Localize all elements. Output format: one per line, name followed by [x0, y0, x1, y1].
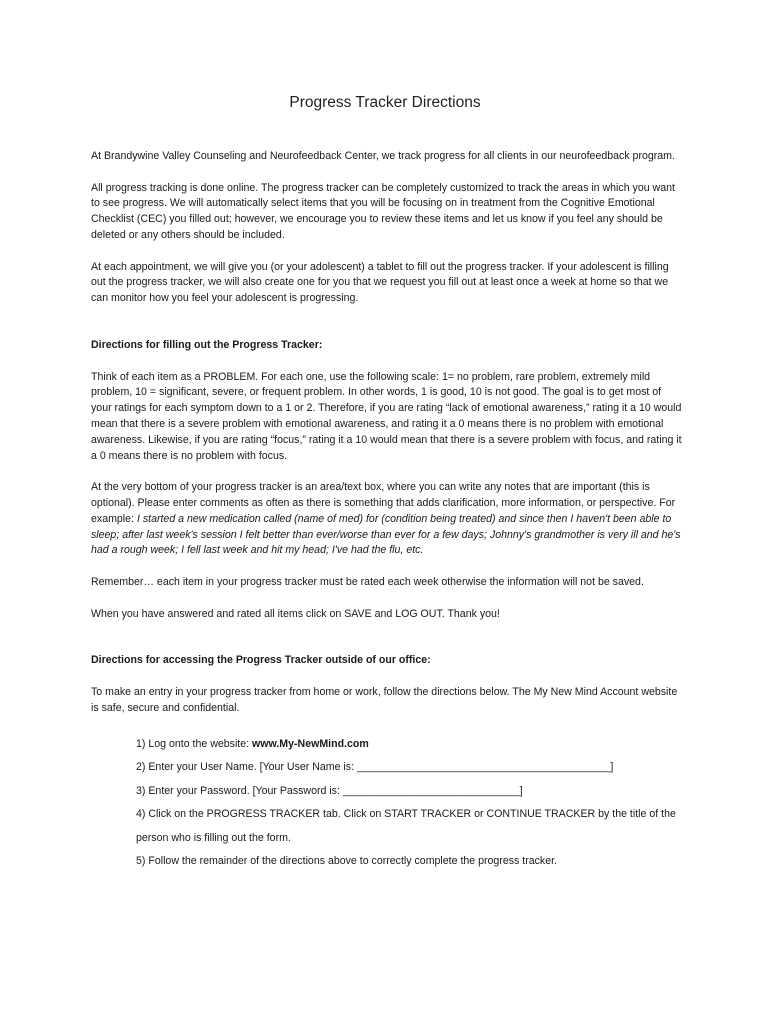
access-paragraph: To make an entry in your progress tracker from home or work, follow the directions below. The My New Mind Account website is safe, secure and confidential.	[91, 685, 678, 714]
intro-paragraph-3: At each appointment, we will give you (or your adolescent) a tablet to fill out the progress tracker. If your adolescent is filling out the progress tracker, we will also create one for you that we request you fill out at least once a week at home so that we can monitor how you feel your adolescent is progressing.	[91, 260, 669, 305]
notes-paragraph-lead: At the very bottom of your progress tracker is an area/text box, where you can write any notes that are important (this is optional). Please enter comments as often as there is something that adds clarification, more information, or perspective. For example:	[91, 481, 676, 525]
step-1-lead: 1) Log onto the website:	[136, 737, 253, 750]
step-2: 2) Enter your User Name. [Your User Name is: ___________________________________________]	[136, 761, 614, 774]
step-5: 5) Follow the remainder of the directions above to correctly complete the progress tracker.	[136, 855, 558, 868]
save-paragraph: When you have answered and rated all items click on SAVE and LOG OUT. Thank you!	[91, 607, 500, 620]
notes-paragraph-example: I started a new medication called (name of med) for (condition being treated) and since then I haven't been able to sleep; after last week's session I felt better than ever/worse than ever for a few days; Johnny's grandmother is very ill and he's had a rough week; I fell last week and hit my head; I've had the flu, etc.	[91, 512, 681, 557]
notes-paragraph	[91, 480, 683, 559]
website-link[interactable]: www.My-NewMind.com	[252, 737, 369, 750]
intro-paragraph-2: All progress tracking is done online. The progress tracker can be completely customized to track the areas in which you want to see progress. We will automatically select items that you will be focusing on in treatment from the Cognitive Emotional Checklist (CEC) you filled out; however, we encourage you to review these items and let us know if you feel any should be deleted or any others should be included.	[91, 181, 675, 241]
step-4: 4) Click on the PROGRESS TRACKER tab. Click on START TRACKER or CONTINUE TRACKER by the title of the person who is filling out the form.	[136, 808, 676, 844]
step-1	[136, 733, 696, 757]
step-3: 3) Enter your Password. [Your Password is: ______________________________]	[136, 784, 523, 797]
steps-list	[91, 733, 696, 875]
remember-paragraph: Remember… each item in your progress tracker must be rated each week otherwise the information will not be saved.	[91, 575, 644, 588]
document-body	[91, 149, 683, 874]
heading-filling-out: Directions for filling out the Progress Tracker:	[91, 338, 323, 351]
heading-accessing: Directions for accessing the Progress Tracker outside of our office:	[91, 654, 431, 667]
scale-paragraph: Think of each item as a PROBLEM. For each one, use the following scale: 1= no problem, rare problem, extremely mild problem, 10 = significant, severe, or frequent problem. In other words, 1 is good, 10 is not good. The goal is to get most of your ratings for each symptom down to a 1 or 2. Therefore, if you are rating “lack of emotional awareness,” rating it a 10 would mean that there is a severe problem with emotional awareness, and rating it a 0 means there is no problem with emotional awareness. Likewise, if you are rating “focus,” rating it a 10 would mean that there is a severe problem with focus, and rating it a 0 means there is no problem with focus.	[91, 370, 682, 462]
intro-paragraph-1: At Brandywine Valley Counseling and Neurofeedback Center, we track progress for all clients in our neurofeedback program.	[91, 150, 675, 162]
document-title: Progress Tracker Directions	[289, 94, 481, 111]
